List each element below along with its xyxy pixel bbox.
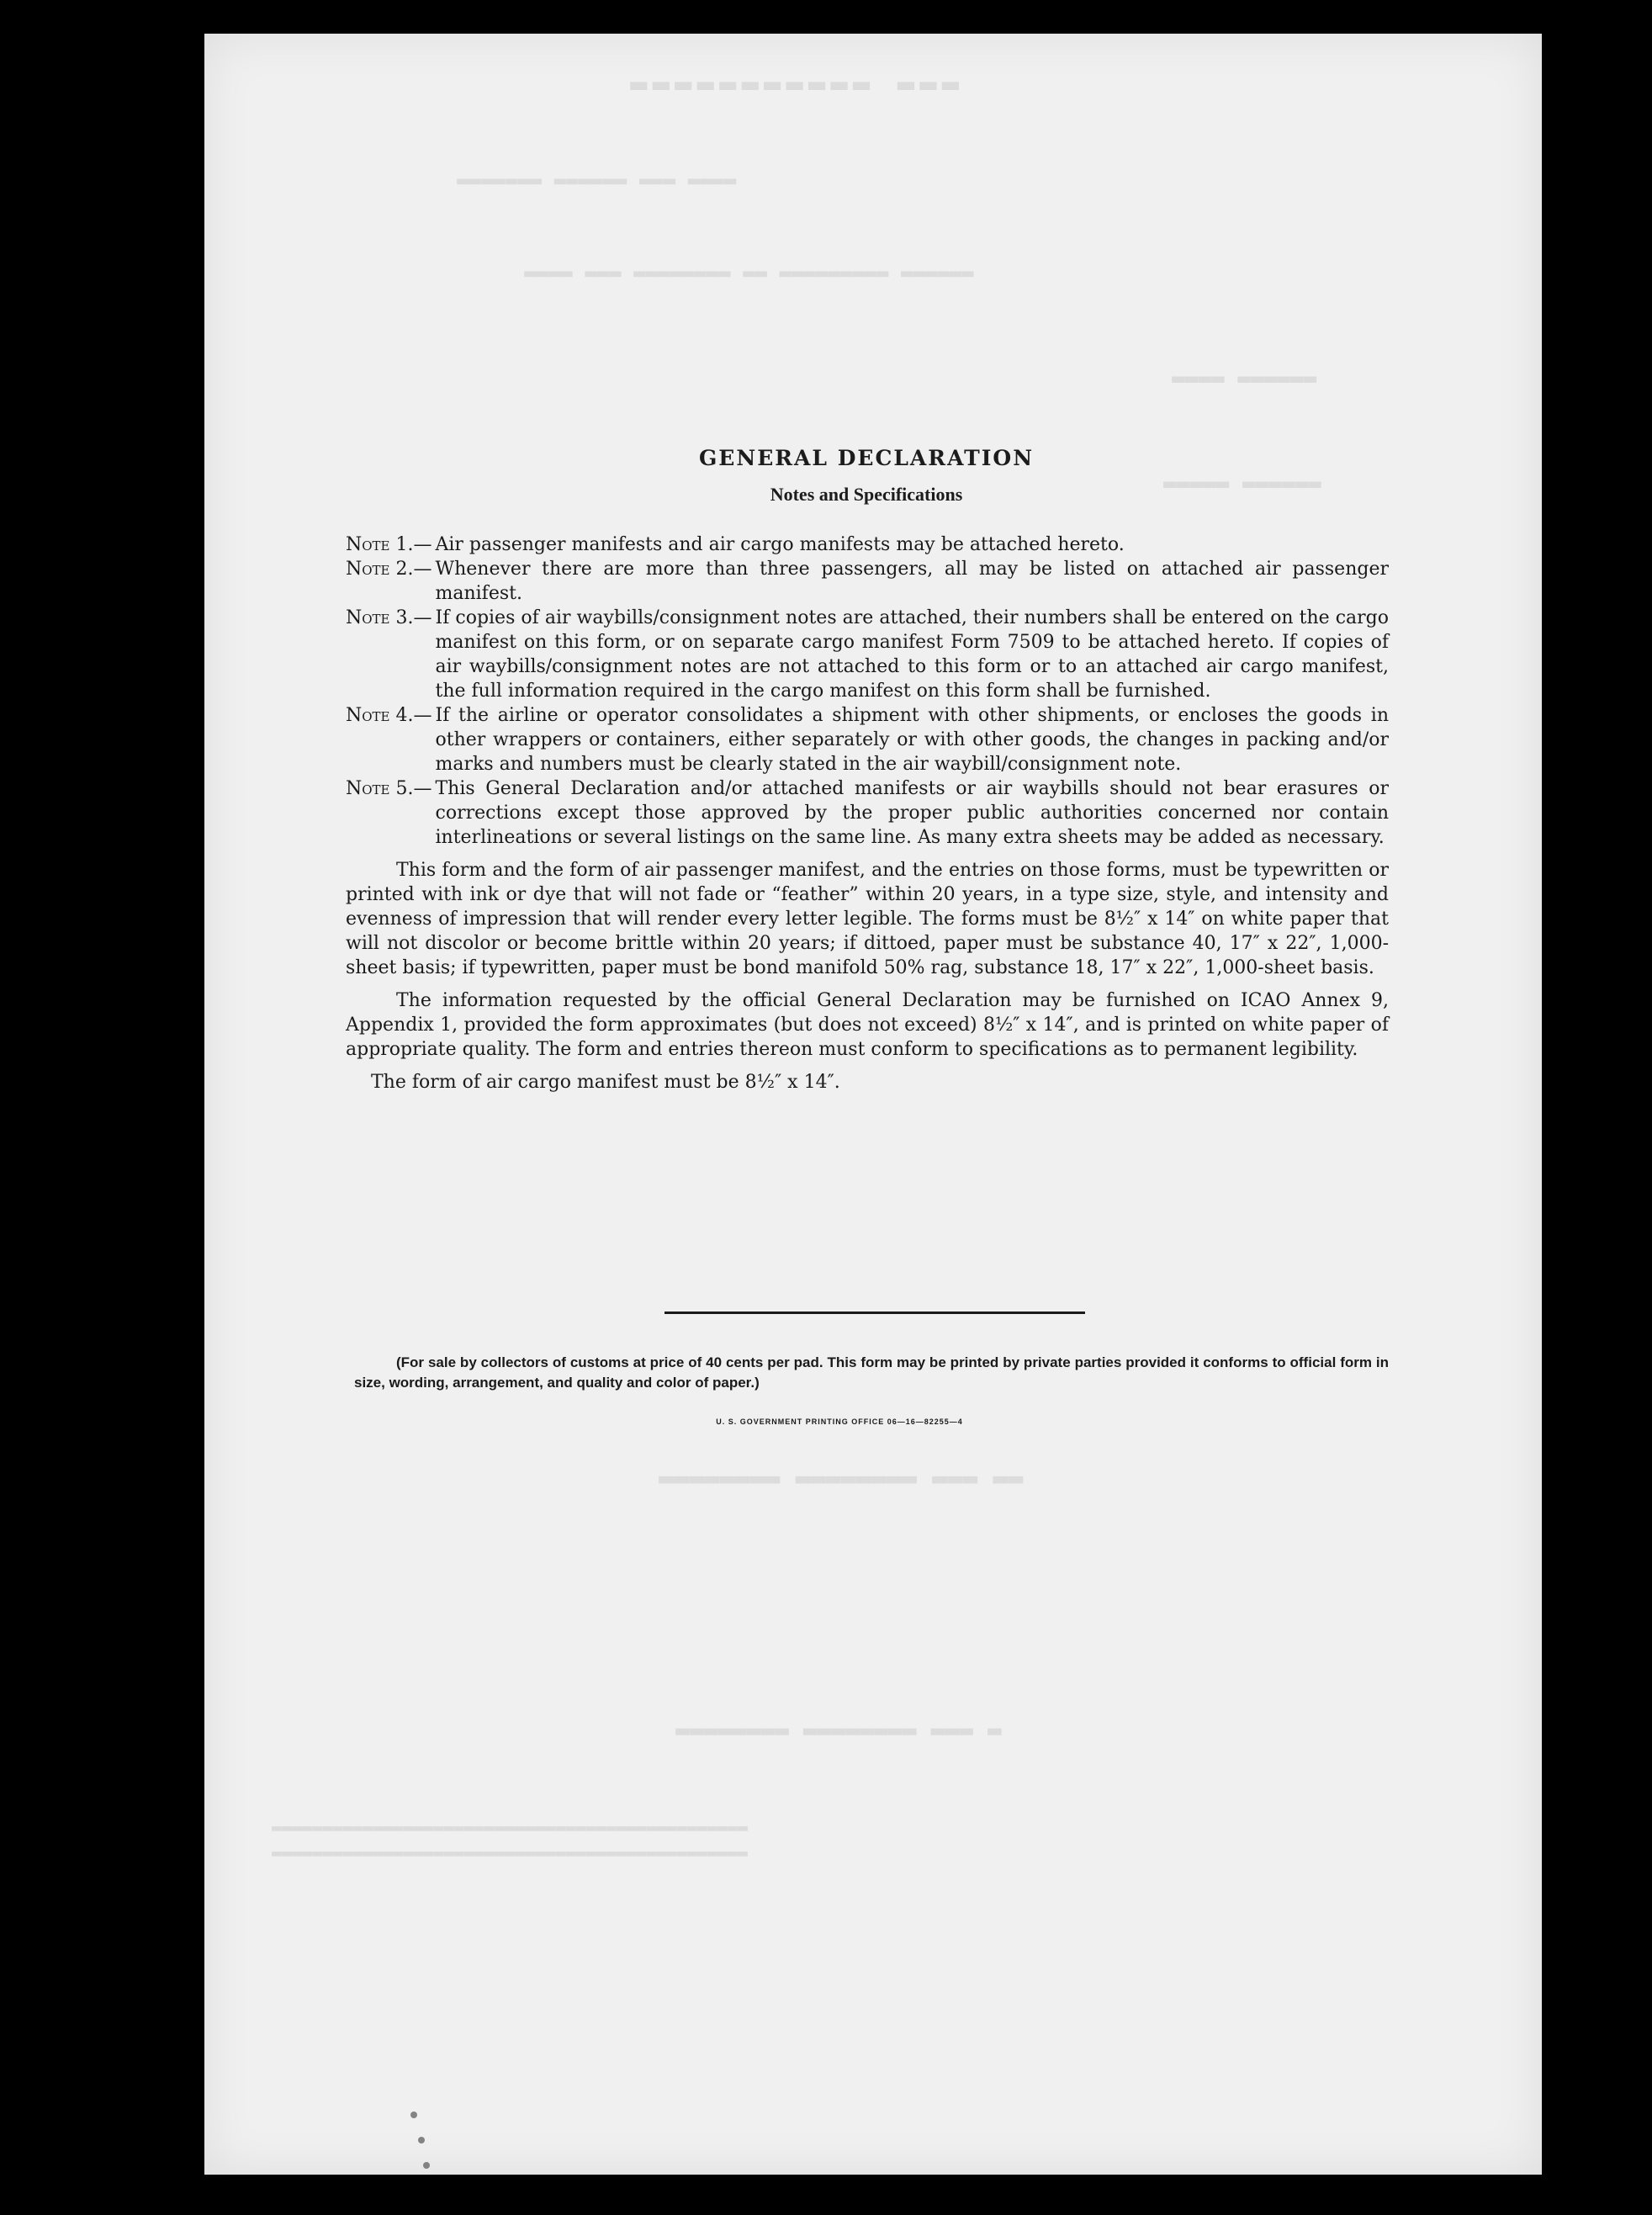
note-2 xyxy=(346,557,1389,606)
note-label: Note 2.— xyxy=(346,559,432,580)
document-sheet xyxy=(204,34,1542,2175)
note-text: Air passenger manifests and air cargo manifests may be attached hereto. xyxy=(435,534,1125,555)
bleed-through-text: ▬▬▬ ▬▬▬▬▬▬▬▬▬▬▬ xyxy=(625,67,960,101)
note-label: Note 5.— xyxy=(346,778,432,799)
bleed-through-text: ▬▬▬▬▬▬ ▬▬▬▬▬▬▬▬▬ ▬▬ ▬▬▬▬▬▬▬▬ ▬▬▬ ▬▬▬▬ xyxy=(524,261,974,284)
note-label: Note 4.— xyxy=(346,705,432,726)
note-text: This General Declaration and/or attached manifests or air waybills should not bear erasures or corrections except those approved by the proper public authorities concerned nor contain interlineations or several listings on the same line. As many extra sheets may be added as necessary. xyxy=(435,778,1389,848)
note-text: If copies of air waybills/consignment notes are attached, their numbers shall be entered on the cargo manifest on this form, or on separate cargo manifest Form 7509 to be attached hereto. If copies of air waybills/consignment notes are not attached to this form or to an attached air cargo manifest, the full information required in the cargo manifest on this form shall be furnished. xyxy=(435,607,1389,702)
paragraph-icao-annex: The information requested by the official General Declaration may be furnished on ICAO Annex 9, Appendix 1, provided the form approximates (but does not exceed) 8½″ x 14″, and is printed on white paper of appropriate quality. The form and entries thereon must conform to specifications as to permanent legibility. xyxy=(346,990,1389,1060)
document-content xyxy=(204,34,1542,2175)
bleed-through-text: ▬▬▬▬▬▬▬▬▬▬▬▬▬▬▬▬▬▬▬▬▬▬▬▬▬▬▬▬▬▬▬▬▬▬▬▬▬▬▬▬▬▬▬▬▬▬▬ xyxy=(272,1842,748,1863)
document-title: GENERAL DECLARATION xyxy=(698,446,1035,470)
note-label: Note 1.— xyxy=(346,534,432,555)
note-3 xyxy=(346,606,1389,703)
document-subtitle: Notes and Specifications xyxy=(770,484,963,505)
note-text: If the airline or operator consolidates a shipment with other shipments, or encloses the goods in other wrappers or containers, either separately or with other goods, the changes in packing and/or marks and numbers must be clearly stated in the air waybill/consignment note. xyxy=(435,705,1389,775)
bleed-through-text: ▬▬▬▬▬▬ ▬▬▬▬ xyxy=(1172,366,1317,391)
divider-line xyxy=(665,1312,1085,1314)
paragraph-form-requirements: This form and the form of air passenger manifest, and the entries on those forms, must be typewritten or printed with ink or dye that will not fade or “feather” within 20 years, in a type size, style, and intensity and evenness of impression that will render every letter legible. The forms must be 8½″ x 14″ on white paper that will not discolor or become brittle within 20 years; if dittoed, paper must be substance 40, 17″ x 22″, 1,000-sheet basis; if typewritten, paper must be bond manifold 50% rag, substance 18, 17″ x 22″, 1,000-sheet basis. xyxy=(346,860,1389,978)
bleed-through-text: ▬▬▬▬▬▬ ▬▬▬▬▬ xyxy=(1163,471,1321,496)
bleed-through-text: ▬▬ ▬▬▬ ▬▬▬▬▬▬▬▬ ▬▬▬▬▬▬▬▬ xyxy=(659,1464,1024,1493)
note-4 xyxy=(346,703,1389,776)
note-1 xyxy=(346,533,1389,557)
printer-imprint: U. S. GOVERNMENT PRINTING OFFICE 06—16—82255—4 xyxy=(716,1417,963,1426)
notes-section xyxy=(346,533,1389,1094)
bleed-through-text: ▬▬▬▬ ▬▬▬ ▬▬▬▬▬▬ ▬▬▬▬▬▬▬ xyxy=(457,168,737,192)
punch-mark xyxy=(410,2112,417,2118)
bleed-through-text: ▬▬▬▬▬▬▬▬▬▬▬▬▬▬▬▬▬▬▬▬▬▬▬▬▬▬▬▬▬▬▬▬▬▬▬▬▬▬▬▬▬▬▬▬▬▬▬ xyxy=(272,1817,748,1837)
punch-mark xyxy=(423,2162,430,2169)
paragraph-cargo-manifest-size: The form of air cargo manifest must be 8½″ x 14″. xyxy=(371,1072,840,1093)
note-5 xyxy=(346,776,1389,850)
bleed-through-text: ▬ ▬▬▬ ▬▬▬▬▬▬▬▬ ▬▬▬▬▬▬▬▬ xyxy=(675,1716,1002,1744)
punch-mark xyxy=(418,2137,425,2143)
sale-notice: (For sale by collectors of customs at price of 40 cents per pad. This form may be printed by private parties provided it conforms to official form in size, wording, arrangement, and quality and color of paper.) xyxy=(354,1354,1389,1391)
note-label: Note 3.— xyxy=(346,607,432,628)
note-text: Whenever there are more than three passengers, all may be listed on attached air passenger manifest. xyxy=(435,559,1389,604)
